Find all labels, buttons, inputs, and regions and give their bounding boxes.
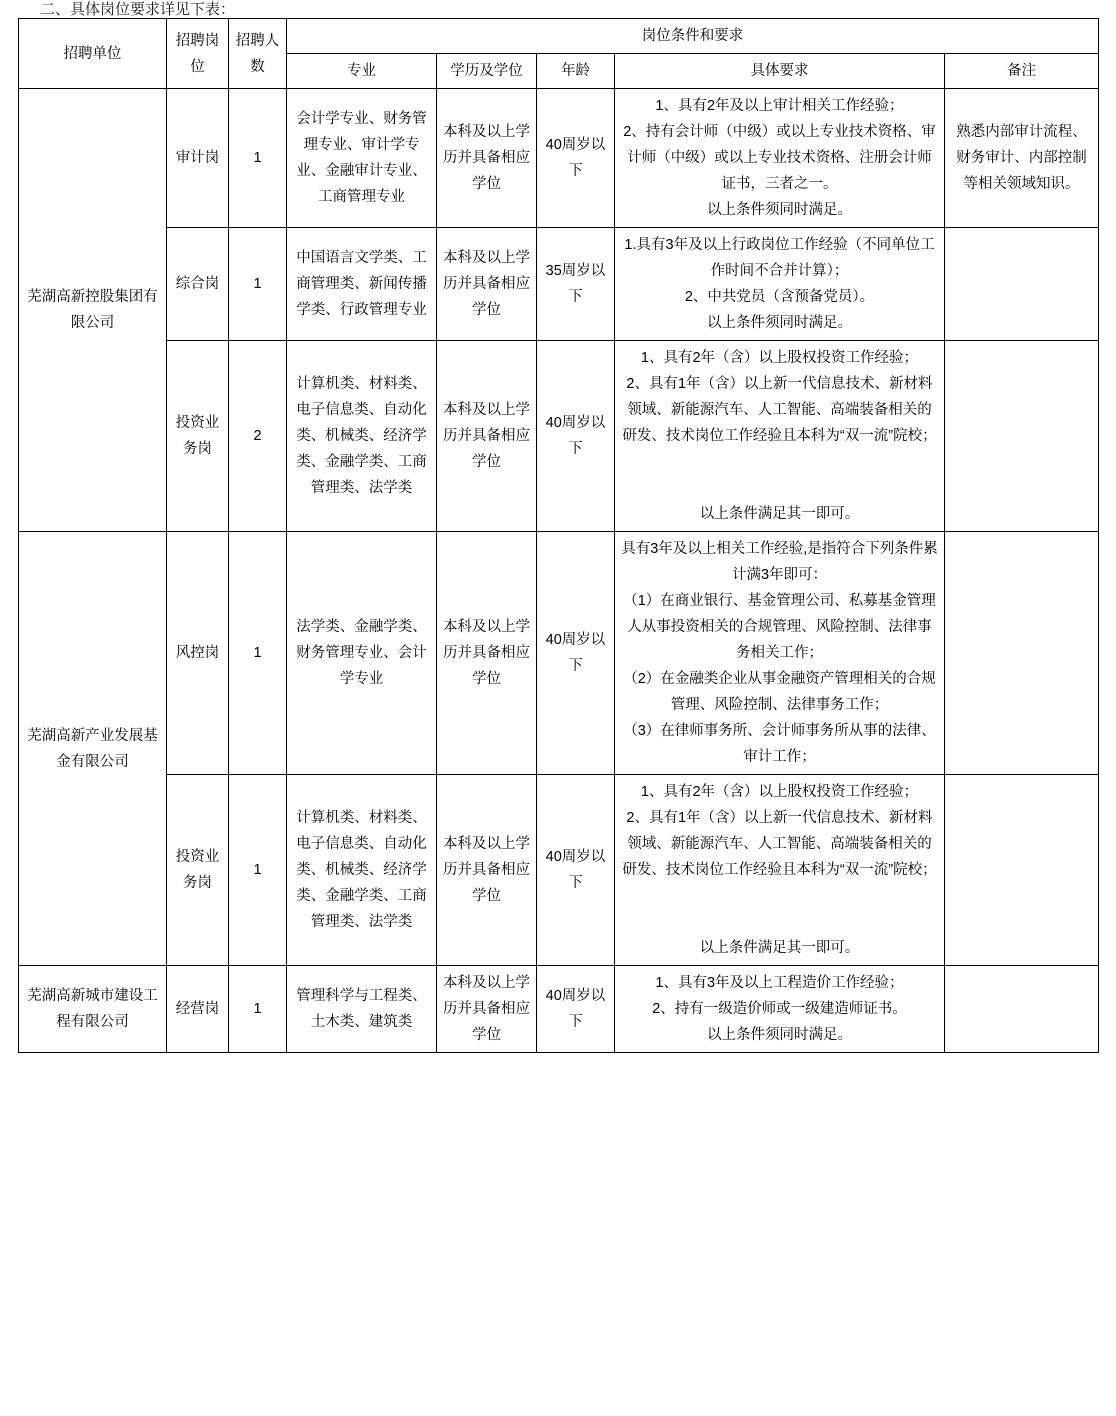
cell-post: 审计岗 [167,89,229,228]
cell-age: 40周岁以下 [537,775,615,966]
cell-post: 综合岗 [167,228,229,341]
cell-education: 本科及以上学历并具备相应学位 [437,341,537,532]
table-body [19,89,1099,1053]
cell-post: 风控岗 [167,532,229,775]
cell-detail: 具有3年及以上相关工作经验,是指符合下列条件累计满3年即可： （1）在商业银行、基金管理公司、私募基金管理人从事投资相关的合规管理、风险控制、法律事务相关工作； （2）在金融类企业从事金融资产管理相关的合规管理、风险控制、法律事务工作； （3）在律师事务所、会计师事务所从事的法律、审计工作； [615,532,945,775]
header-education: 学历及学位 [437,54,537,89]
cell-count: 1 [229,228,287,341]
table-row [19,966,1099,1053]
cell-detail: 1、具有2年及以上审计相关工作经验； 2、持有会计师（中级）或以上专业技术资格、审计师（中级）或以上专业技术资格、注册会计师证书，三者之一。 以上条件须同时满足。 [615,89,945,228]
header-group-conditions: 岗位条件和要求 [287,19,1099,54]
cell-detail: 1、具有2年（含）以上股权投资工作经验； 2、具有1年（含）以上新一代信息技术、新材料领域、新能源汽车、人工智能、高端装备相关的研发、技术岗位工作经验且本科为“双一流”院校； 以上条件满足其一即可。 [615,341,945,532]
cell-remark [945,228,1099,341]
table-header [19,19,1099,89]
table-row [19,775,1099,966]
header-major: 专业 [287,54,437,89]
table-row [19,228,1099,341]
cell-age: 35周岁以下 [537,228,615,341]
cell-education: 本科及以上学历并具备相应学位 [437,532,537,775]
cell-count: 1 [229,966,287,1053]
cell-education: 本科及以上学历并具备相应学位 [437,966,537,1053]
cell-unit: 芜湖高新控股集团有限公司 [19,89,167,532]
cell-education: 本科及以上学历并具备相应学位 [437,89,537,228]
table-row [19,341,1099,532]
header-detail: 具体要求 [615,54,945,89]
cell-age: 40周岁以下 [537,89,615,228]
cell-post: 投资业务岗 [167,775,229,966]
header-count: 招聘人数 [229,19,287,89]
header-remark: 备注 [945,54,1099,89]
cell-remark [945,532,1099,775]
cell-count: 1 [229,89,287,228]
cell-major: 法学类、金融学类、财务管理专业、会计学专业 [287,532,437,775]
header-row-1 [19,19,1099,54]
cell-major: 管理科学与工程类、土木类、建筑类 [287,966,437,1053]
cell-post: 经营岗 [167,966,229,1053]
cell-count: 1 [229,775,287,966]
cell-major: 计算机类、材料类、电子信息类、自动化类、机械类、经济学类、金融学类、工商管理类、法学类 [287,775,437,966]
cell-age: 40周岁以下 [537,341,615,532]
cell-major: 计算机类、材料类、电子信息类、自动化类、机械类、经济学类、金融学类、工商管理类、法学类 [287,341,437,532]
cell-unit: 芜湖高新城市建设工程有限公司 [19,966,167,1053]
cell-remark [945,966,1099,1053]
cell-major: 中国语言文学类、工商管理类、新闻传播学类、行政管理专业 [287,228,437,341]
table-row [19,89,1099,228]
cell-detail: 1.具有3年及以上行政岗位工作经验（不同单位工作时间不合并计算）； 2、中共党员（含预备党员）。 以上条件须同时满足。 [615,228,945,341]
cell-education: 本科及以上学历并具备相应学位 [437,775,537,966]
cell-count: 2 [229,341,287,532]
cell-education: 本科及以上学历并具备相应学位 [437,228,537,341]
cell-age: 40周岁以下 [537,532,615,775]
cell-count: 1 [229,532,287,775]
intro-line: 二、具体岗位要求详见下表： [40,1,236,18]
cell-remark: 熟悉内部审计流程、财务审计、内部控制等相关领域知识。 [945,89,1099,228]
header-unit: 招聘单位 [19,19,167,89]
recruitment-table [18,18,1099,1053]
table-row [19,532,1099,775]
cell-post: 投资业务岗 [167,341,229,532]
cell-detail: 1、具有2年（含）以上股权投资工作经验； 2、具有1年（含）以上新一代信息技术、新材料领域、新能源汽车、人工智能、高端装备相关的研发、技术岗位工作经验且本科为“双一流”院校； 以上条件满足其一即可。 [615,775,945,966]
cell-unit: 芜湖高新产业发展基金有限公司 [19,532,167,966]
cell-major: 会计学专业、财务管理专业、审计学专业、金融审计专业、工商管理专业 [287,89,437,228]
cell-remark [945,775,1099,966]
cell-remark [945,341,1099,532]
header-age: 年龄 [537,54,615,89]
cell-age: 40周岁以下 [537,966,615,1053]
header-post: 招聘岗位 [167,19,229,89]
cell-detail: 1、具有3年及以上工程造价工作经验； 2、持有一级造价师或一级建造师证书。 以上条件须同时满足。 [615,966,945,1053]
